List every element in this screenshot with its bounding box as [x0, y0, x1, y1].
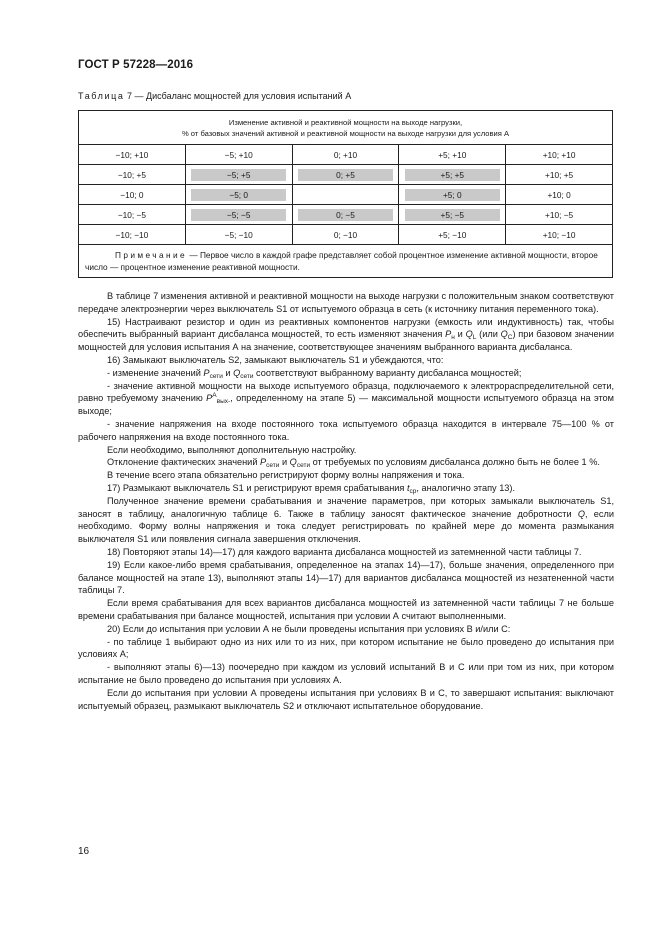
- paragraph: 15) Настраивают резистор и один из реактивных компонентов нагрузки (емкость или индуктивность) так, чтобы обеспечить выбранный вариант дисбаланса мощностей, то есть изменяют значения $P_н$ и $Q_L$ (или $Q_C$) при базовом значении мощностей для условия испытания А на значение, соответствующее значениям выбранного варианта дисбаланса.: [78, 316, 614, 353]
- table-cell: −10; +5: [79, 165, 186, 185]
- paragraph: В таблице 7 изменения активной и реактивной мощности на выходе нагрузки с положительным знаком соответствуют передаче электроэнергии через выключатель S1 от испытуемого образца в сеть (к источнику питания переменного тока).: [78, 291, 614, 314]
- shaded-value: −5; −5: [191, 209, 286, 221]
- table-cell: −5; +10: [185, 145, 292, 165]
- table-cell: 0; +10: [292, 145, 399, 165]
- table-note: [79, 245, 613, 278]
- shaded-value: −5; 0: [191, 189, 286, 201]
- table-row: [79, 225, 613, 245]
- table-cell: −10; −10: [79, 225, 186, 245]
- table-caption: [78, 91, 351, 101]
- shaded-cell: [185, 205, 292, 225]
- shaded-value: 0; −5: [298, 209, 393, 221]
- imbalance-table: [78, 110, 613, 278]
- table-header-row: [79, 111, 613, 145]
- table-cell: +10; +5: [506, 165, 613, 185]
- table-cell: −10; −5: [79, 205, 186, 225]
- table-title: 7 — Дисбаланс мощностей для условия испытаний А: [127, 91, 352, 101]
- table-note-row: [79, 245, 613, 278]
- paragraph: 16) Замыкают выключатель S2, замыкают выключатель S1 и убеждаются, что:: [107, 354, 444, 365]
- table-row: [79, 145, 613, 165]
- shaded-cell: [185, 185, 292, 205]
- table-row: [79, 185, 613, 205]
- shaded-cell: [399, 165, 506, 185]
- paragraph: 17) Размыкают выключатель S1 и регистрируют время срабатывания $t_{ср}$, аналогично этапу 13).: [107, 482, 516, 495]
- shaded-cell: [292, 205, 399, 225]
- paragraph: - по таблице 1 выбирают одно из них или то из них, при котором испытание не было проведено до испытания при условиях А;: [78, 636, 614, 660]
- note-label: Примечание: [115, 249, 188, 260]
- shaded-value: 0; +5: [298, 169, 393, 181]
- paragraph: - изменение значений $P_{сети}$ и $Q_{сети}$ соответствуют выбранному варианту дисбаланса мощностей;: [107, 367, 522, 380]
- table-cell: +5; −10: [399, 225, 506, 245]
- shaded-cell: [292, 165, 399, 185]
- paragraph: - значение напряжения на входе постоянного тока испытуемого образца находится в интервале 75—100 % от рабочего напряжения на входе постоянного тока.: [78, 418, 614, 442]
- paragraph: Если время срабатывания для всех вариантов дисбаланса мощностей из затемненной части таблицы 7 не больше времени срабатывания при балансе мощностей, испытания при условии А считают выполненными.: [78, 598, 614, 621]
- table-cell: −10; +10: [79, 145, 186, 165]
- paragraph: Полученное значение времени срабатывания и значение параметров, при которых замыкали выключатель S1, заносят в таблицу, аналогичную таблице 6. Также в таблицу заносят фактическое значение добротности Q, если необходимо. Форму волны напряжения и тока следует регистрировать по крайней мере до момента размыкания выключателя S1 или появления сигнала завершения отключения.: [78, 495, 614, 545]
- table-cell-empty: [292, 185, 399, 205]
- paragraph: Если до испытания при условии А проведены испытания при условиях В и С, то завершают испытания: выключают испытуемый образец, размыкают выключатель S2 и отключают испытательное оборудование.: [78, 687, 614, 711]
- shaded-value: −5; +5: [191, 169, 286, 181]
- table-cell: −5; −10: [185, 225, 292, 245]
- paragraph: 18) Повторяют этапы 14)—17) для каждого варианта дисбаланса мощностей из затемненной части таблицы 7.: [107, 546, 582, 557]
- paragraph: Если необходимо, выполняют дополнительную настройку.: [107, 444, 357, 455]
- paragraph: Отклонение фактических значений $P_{сети}$ и $Q_{сети}$ от требуемых по условиям дисбаланса должно быть не более 1 %.: [107, 457, 600, 470]
- paragraph: В течение всего этапа обязательно регистрируют форму волны напряжения и тока.: [107, 470, 465, 481]
- shaded-value: +5; +5: [405, 169, 500, 181]
- body-text: [78, 290, 614, 712]
- paragraph: 19) Если какое-либо время срабатывания, определенное на этапах 14)—17), больше значения, определенного при балансе мощностей на этапе 13), выполняют этапы 14)—17) для вариантов дисбаланса мощностей из незатененной части таблицы 7.: [78, 559, 614, 596]
- table-cell: +5; +10: [399, 145, 506, 165]
- table-row: [79, 165, 613, 185]
- header-line-1: Изменение активной и реактивной мощности на выходе нагрузки,: [228, 117, 463, 127]
- table-cell: +10; −10: [506, 225, 613, 245]
- shaded-cell: [399, 205, 506, 225]
- shaded-value: +5; −5: [405, 209, 500, 221]
- table-cell: +10; 0: [506, 185, 613, 205]
- paragraph: - значение активной мощности на выходе испытуемого образца, подключаемого к электрораспределительной сети, равно требуемому значению $P^А_{вых-}$, определенному на этапе 5) — максимальной мощности испытуемого образца на этом выходе;: [78, 380, 614, 417]
- shaded-value: +5; 0: [405, 189, 500, 201]
- table-cell: +10; −5: [506, 205, 613, 225]
- header-line-2: % от базовых значений активной и реактивной мощности на выходе нагрузки для условия А: [181, 128, 510, 138]
- page-number: 16: [78, 846, 90, 857]
- paragraph: 20) Если до испытания при условии А не были проведены испытания при условиях В и/или С:: [107, 623, 511, 634]
- table-cell: +10; +10: [506, 145, 613, 165]
- paragraph: - выполняют этапы 6)—13) поочередно при каждом из условий испытаний В и С или при том из них, при котором испытание не было проведено до испытания при условиях А.: [78, 662, 614, 685]
- shaded-cell: [185, 165, 292, 185]
- note-text: — Первое число в каждой графе представляет собой процентное изменение активной мощности, второе число — процентное изменение реактивной мощности.: [85, 249, 598, 272]
- table-header-cell: [79, 111, 613, 145]
- table-cell: −10; 0: [79, 185, 186, 205]
- shaded-cell: [399, 185, 506, 205]
- table-label: Таблица: [78, 91, 125, 101]
- table-cell: 0; −10: [292, 225, 399, 245]
- document-header: ГОСТ Р 57228—2016: [78, 59, 194, 71]
- table-row: [79, 205, 613, 225]
